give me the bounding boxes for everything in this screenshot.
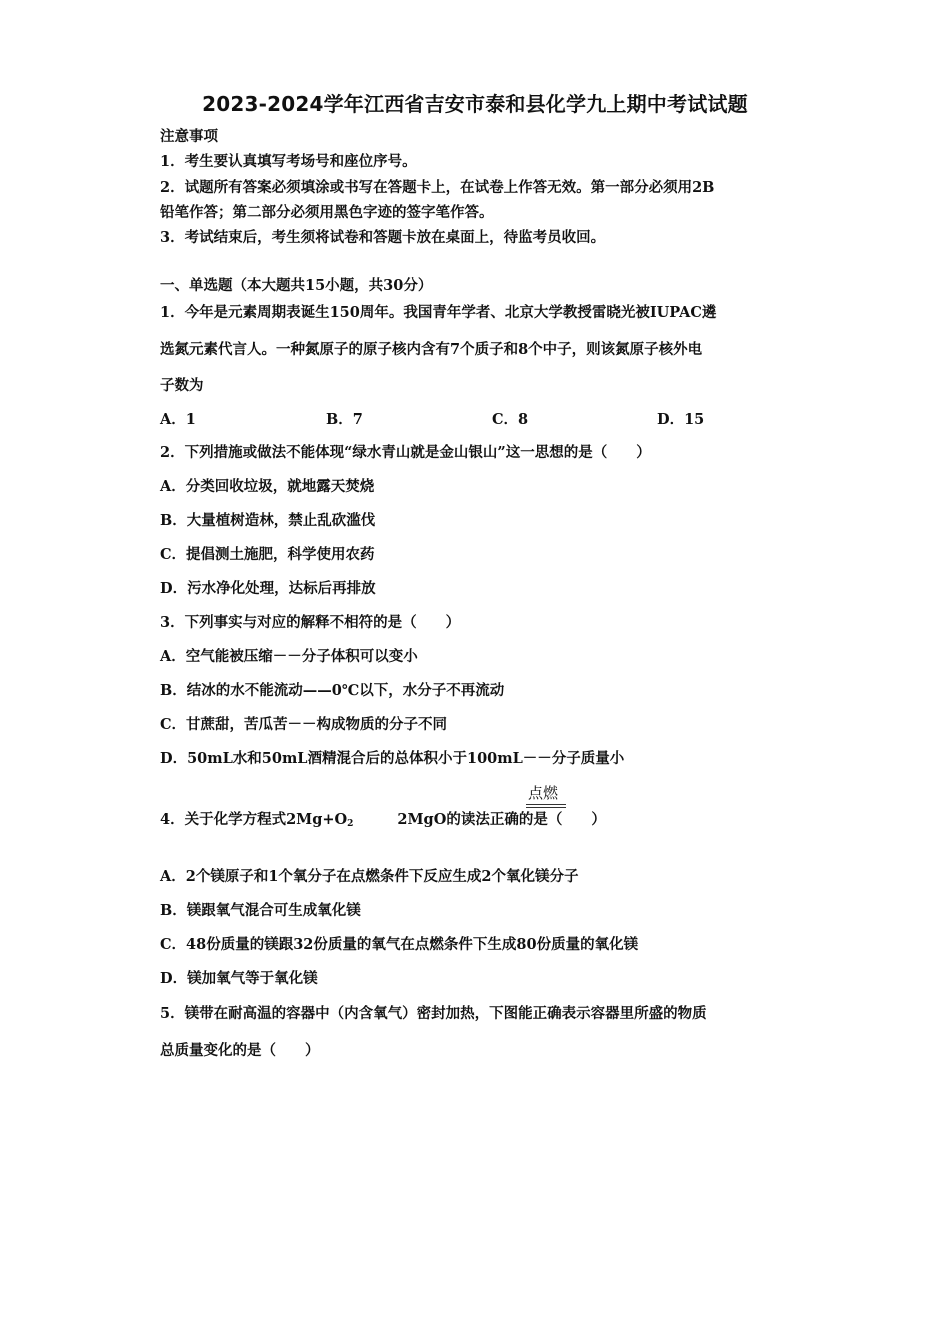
q5-stem-line: 总质量变化的是（ ） [160,1042,320,1059]
q2-option-c: C．提倡测土施肥，科学使用农药 [160,546,375,563]
q3-option-b: B．结冰的水不能流动——0℃以下，水分子不再流动 [160,682,505,699]
q4-subscript: 2 [347,819,354,829]
q4-equation-text [160,808,606,829]
q4-prefix: 4．关于化学方程式2Mg+O [160,811,348,828]
q4-option-b: B．镁跟氧气混合可生成氧化镁 [160,902,361,919]
q1-option-a: A．1 [160,411,196,428]
reaction-condition: 点燃 [528,784,559,802]
q3-option-a: A．空气能被压缩－－分子体积可以变小 [160,648,418,665]
q1-stem-line: 子数为 [160,377,204,394]
q1-stem-line: 1．今年是元素周期表诞生150周年。我国青年学者、北京大学教授雷晓光被IUPAC遴 [160,304,717,321]
q4-option-d: D．镁加氧气等于氧化镁 [160,970,318,987]
q1-stem-line: 选氮元素代言人。一种氮原子的原子核内含有7个质子和8个中子，则该氮原子核外电 [160,341,703,358]
notice-item: 3．考试结束后，考生须将试卷和答题卡放在桌面上，待监考员收回。 [160,229,606,246]
q2-option-d: D．污水净化处理，达标后再排放 [160,580,376,597]
q3-option-c: C．甘蔗甜，苦瓜苦－－构成物质的分子不同 [160,716,448,733]
q5-stem-line: 5．镁带在耐高温的容器中（内含氧气）密封加热，下图能正确表示容器里所盛的物质 [160,1005,707,1022]
notice-item: 2．试题所有答案必须填涂或书写在答题卡上，在试卷上作答无效。第一部分必须用2B [160,179,715,196]
notice-heading: 注意事项 [160,128,218,145]
section-heading: 一、单选题（本大题共15小题，共30分） [160,277,433,294]
q3-stem: 3．下列事实与对应的解释不相符的是（ ） [160,614,461,631]
q3-option-d: D．50mL水和50mL酒精混合后的总体积小于100mL－－分子质量小 [160,750,625,767]
q1-option-c: C．8 [492,411,529,428]
q4-option-a: A．2个镁原子和1个氧分子在点燃条件下反应生成2个氧化镁分子 [160,868,579,885]
page-title: 2023-2024学年江西省吉安市泰和县化学九上期中考试试题 [202,92,748,116]
q2-option-b: B．大量植树造林，禁止乱砍滥伐 [160,512,376,529]
notice-item: 铅笔作答；第二部分必须用黑色字迹的签字笔作答。 [160,204,494,221]
equation-equal-sign [526,804,566,805]
q4-option-c: C．48份质量的镁跟32份质量的氧气在点燃条件下生成80份质量的氧化镁 [160,936,639,953]
q1-option-d: D．15 [657,411,705,428]
q2-option-a: A．分类回收垃圾，就地露天焚烧 [160,478,375,495]
q1-option-b: B．7 [326,411,363,428]
q4-suffix: 2MgO的读法正确的是（ ） [397,811,606,828]
q2-stem: 2．下列措施或做法不能体现“绿水青山就是金山银山”这一思想的是（ ） [160,444,651,461]
q4-stem [160,780,800,830]
notice-item: 1．考生要认真填写考场号和座位序号。 [160,153,417,170]
